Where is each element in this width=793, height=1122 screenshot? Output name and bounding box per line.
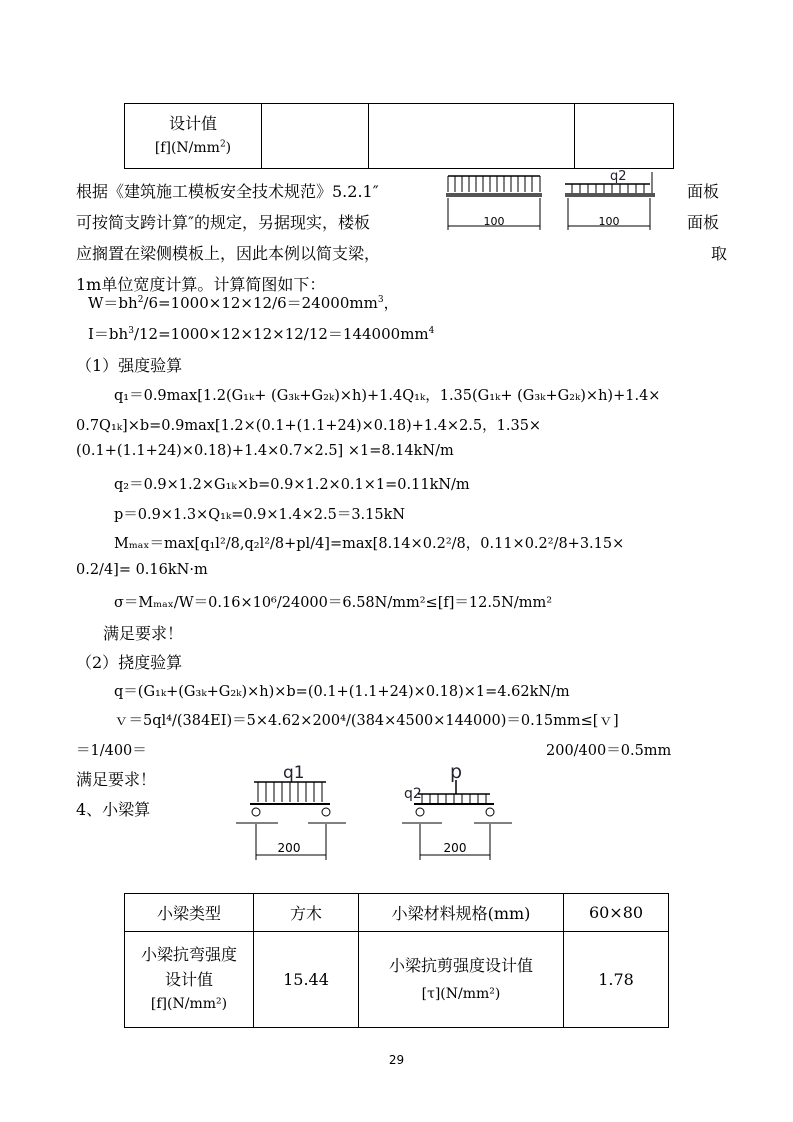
M-line-1: Mₘₐₓ＝max[q₁l²/8,q₂l²/8+pl/4]=max[8.14×0.2²/8，0.11×0.2²/8+3.15×	[114, 536, 625, 552]
cell-shear-value: 1.78	[564, 932, 669, 1028]
q1-line-3: (0.1+(1.1+24)×0.18)+1.4×0.7×2.5] ×1=8.14kN/m	[76, 443, 454, 459]
top-table-cell-2	[262, 104, 369, 169]
load-label-q2-small: q2	[404, 786, 422, 802]
beam-diagram-200	[228, 760, 518, 865]
intro-line-4: 1m单位宽度计算。计算简图如下：	[76, 275, 326, 294]
cell-spec-label: 小梁材料规格(mm)	[359, 894, 564, 932]
span-label-200-right: 200	[443, 841, 467, 855]
cell-beam-type-label: 小梁类型	[125, 894, 254, 932]
M-line-2: 0.2/4]= 0.16kN·m	[76, 562, 208, 578]
intro-paragraph	[76, 176, 380, 300]
q1-line-1: q₁＝0.9max[1.2(G₁ₖ+ (G₃ₖ+G₂ₖ)×h)+1.4Q₁ₖ，1.35(G₁ₖ+ (G₃ₖ+G₂ₖ)×h)+1.4×	[114, 388, 661, 404]
top-table-label-cell	[125, 104, 262, 169]
section-1-ok: 满足要求！	[103, 624, 184, 643]
limit-right: 200/400＝0.5mm	[546, 743, 672, 759]
beam-right-100	[565, 169, 655, 230]
cell-shear-label: 小梁抗剪强度设计值 [τ](N/mm²)	[359, 932, 564, 1028]
small-beam-left	[236, 763, 346, 860]
load-label-p: p	[450, 761, 463, 783]
q-line: q＝(G₁ₖ+(G₃ₖ+G₂ₖ)×h)×b=(0.1+(1.1+24)×0.18)×1=4.62kN/m	[114, 684, 570, 700]
span-label-right: 100	[598, 215, 620, 228]
top-table-label-2: $[f](N/mm^2)$	[154, 139, 232, 156]
p-line: p＝0.9×1.3×Q₁ₖ=0.9×1.4×2.5＝3.15kN	[114, 507, 406, 523]
span-label-200-left: 200	[277, 841, 301, 855]
formula-I: $I=bh^3/12=1000\times 12\times 12\times 12/12=144000mm^4$	[88, 325, 435, 343]
load-label-q2: q2	[610, 169, 627, 184]
intro-right-3: 取	[711, 244, 728, 263]
cell-bending-value: 15.44	[254, 932, 359, 1028]
load-label-q1: q1	[283, 763, 305, 783]
cell-bending-label: 小梁抗弯强度 设计值 [f](N/mm²)	[125, 932, 254, 1028]
cell-spec-value: 60×80	[564, 894, 669, 932]
top-table-label-1: 设计值	[168, 114, 217, 133]
beam-table-row-2	[125, 932, 669, 1028]
section-1-heading: （1）强度验算	[76, 356, 183, 375]
intro-line-2: 可按简支跨计算″的规定，另据现实，楼板	[76, 213, 370, 232]
beam-left-100	[446, 176, 542, 230]
intro-right-text	[687, 176, 727, 269]
intro-line-3: 应搁置在梁侧模板上，因此本例以简支梁，	[76, 244, 381, 263]
q1-line-2: 0.7Q₁ₖ]×b=0.9max[1.2×(0.1+(1.1+24)×0.18)+1.4×2.5，1.35×	[76, 418, 542, 434]
q2-line: q₂＝0.9×1.2×G₁ₖ×b=0.9×1.2×0.1×1=0.11kN/m	[114, 477, 470, 493]
cell-beam-type-value: 方木	[254, 894, 359, 932]
sigma-line: σ＝Mₘₐₓ/W＝0.16×10⁶/24000＝6.58N/mm²≤[f]＝12.5N/mm²	[114, 595, 553, 611]
top-table	[124, 103, 674, 169]
section-2-ok: 满足要求！	[76, 770, 157, 789]
page-number: 29	[388, 1053, 405, 1067]
span-label-left: 100	[483, 215, 505, 228]
v-line: ｖ＝5ql⁴/(384EI)＝5×4.62×200⁴/(384×4500×144000)＝0.15mm≤[ｖ]	[114, 713, 619, 729]
beam-diagram-100	[440, 168, 690, 240]
beam-table-row-1	[125, 894, 669, 932]
limit-left: ＝1/400＝	[76, 743, 147, 759]
small-beam-right	[402, 761, 512, 860]
intro-right-2: 面板	[687, 213, 720, 232]
intro-line-1: 根据《建筑施工模板安全技术规范》5.2.1″	[76, 182, 379, 201]
section-2-heading: （2）挠度验算	[76, 653, 183, 672]
formula-W: $W=bh^2/6=1000\times 12\times 12/6=24000mm^3$，	[88, 294, 399, 312]
intro-right-1: 面板	[687, 182, 720, 201]
beam-table	[124, 893, 669, 1028]
top-table-cell-3	[369, 104, 575, 169]
section-4-heading: 4、小梁算	[76, 800, 151, 819]
top-table-cell-4	[575, 104, 674, 169]
